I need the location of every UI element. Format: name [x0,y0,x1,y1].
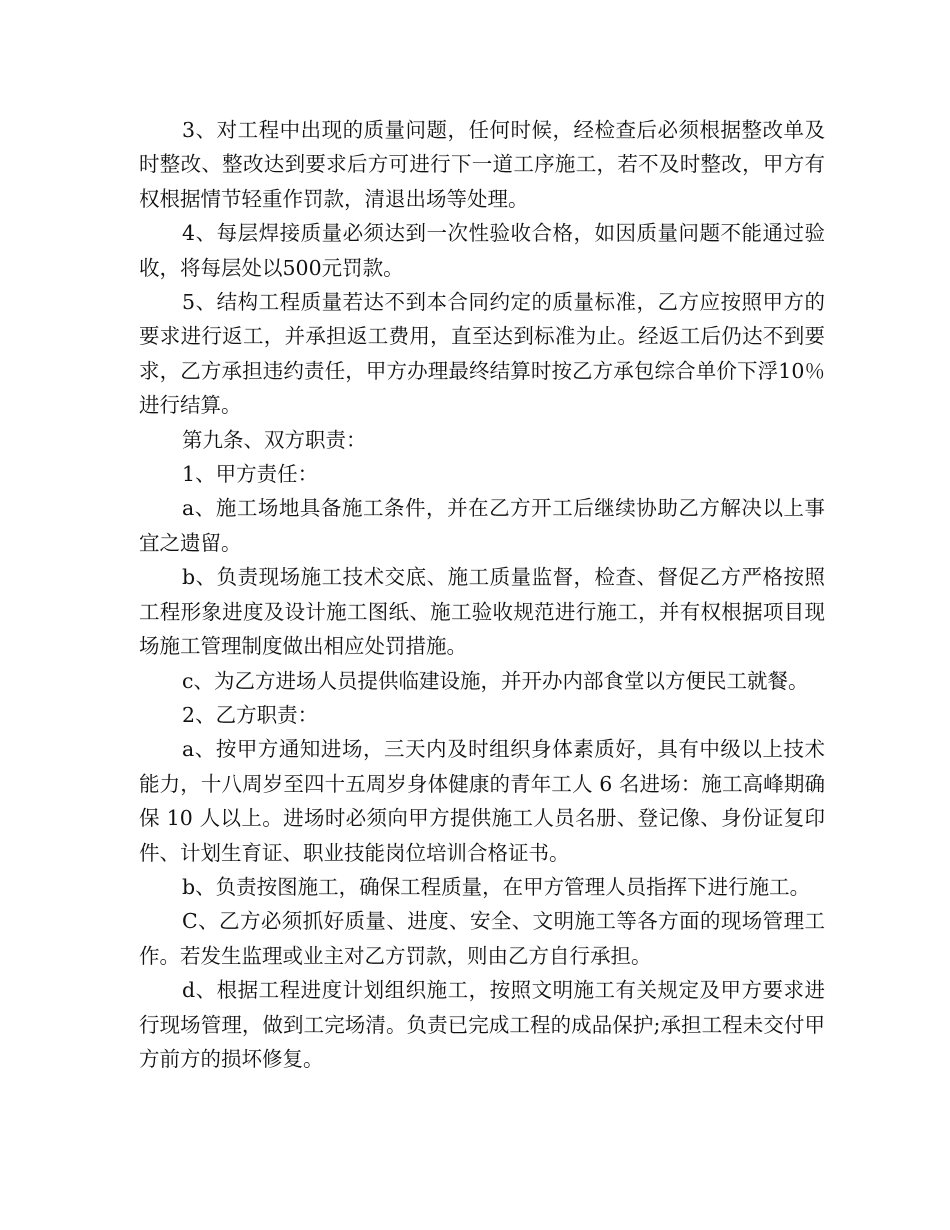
paragraph-party-b-item-a: a、按甲方通知进场，三天内及时组织身体素质好，具有中级以上技术能力，十八周岁至四十五周岁身体健康的青年工人 6 名进场：施工高峰期确保 10 人以上。进场时必须向甲方提供施工人员名册、登记像、身份证复印件、计划生育证、职业技能岗位培训合格证书。 [139,737,825,865]
subheading-party-b-responsibilities: 2、乙方职责： [182,702,319,727]
paragraph-party-b-item-c: C、乙方必须抓好质量、进度、安全、文明施工等各方面的现场管理工作。若发生监理或业主对乙方罚款，则由乙方自行承担。 [139,909,825,968]
paragraph-party-b-item-d: d、根据工程进度计划组织施工，按照文明施工有关规定及甲方要求进行现场管理，做到工完场清。负责已完成工程的成品保护;承担工程未交付甲方前方的损坏修复。 [139,978,825,1071]
paragraph-party-a-item-a: a、施工场地具备施工条件，并在乙方开工后继续协助乙方解决以上事宜之遗留。 [139,496,825,555]
paragraph-party-a-item-c: c、为乙方进场人员提供临建设施，并开办内部食堂以方便民工就餐。 [182,668,809,693]
paragraph-party-b-item-b: b、负责按图施工，确保工程质量，在甲方管理人员指挥下进行施工。 [182,874,811,899]
paragraph-welding-quality: 4、每层焊接质量必须达到一次性验收合格，如因质量问题不能通过验收，将每层处以500元罚款。 [139,221,825,280]
document-body [139,113,825,1076]
subheading-party-a-responsibilities: 1、甲方责任： [182,462,319,487]
paragraph-quality-rectification: 3、对工程中出现的质量问题，任何时候，经检查后必须根据整改单及时整改、整改达到要求后方可进行下一道工序施工，若不及时整改，甲方有权根据情节轻重作罚款，清退出场等处理。 [139,118,825,211]
section-heading-article-9: 第九条、双方职责： [182,427,367,452]
paragraph-party-a-item-b: b、负责现场施工技术交底、施工质量监督，检查、督促乙方严格按照工程形象进度及设计施工图纸、施工验收规范进行施工，并有权根据项目现场施工管理制度做出相应处罚措施。 [139,565,825,659]
paragraph-structural-quality: 5、结构工程质量若达不到本合同约定的质量标准，乙方应按照甲方的要求进行返工，并承担返工费用，直至达到标准为止。经返工后仍达不到要求，乙方承担违约责任，甲方办理最终结算时按乙方承包综合单价下浮10％进行结算。 [139,290,825,418]
